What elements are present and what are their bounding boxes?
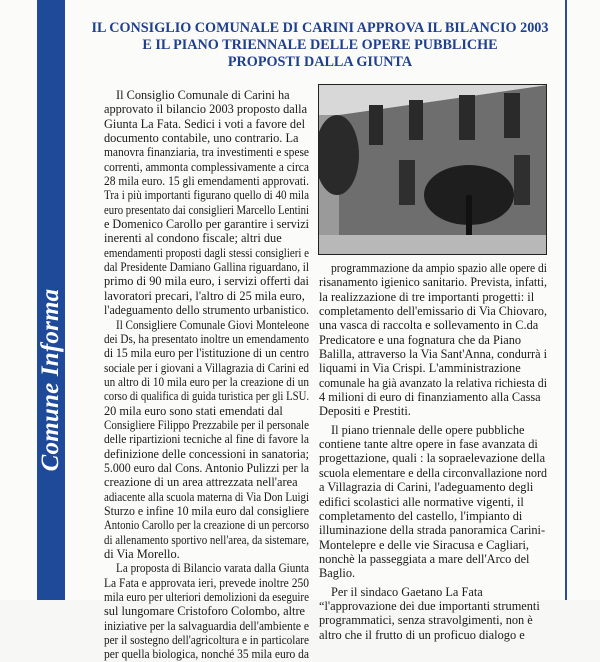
text-line: sul lungomare Cristoforo Colombo, altre	[104, 604, 306, 619]
text-line: delle ripartizioni tecniche al fine di favore la	[104, 432, 309, 447]
text-line: inerenti al condono fiscale; altri due	[104, 231, 282, 246]
text-line: sociale per i giovani a Villagrazia di Carini ed	[104, 360, 309, 375]
text-line: documento contabile, uno contrario. La	[104, 131, 299, 146]
text-line: scuola elementare e della circonvallazione nord	[319, 465, 547, 480]
text-line: correnti, ammonta complessivamente a circa	[104, 159, 309, 174]
text-line: 4 milioni di euro di finanziamento alla Cassa	[319, 390, 541, 405]
text-line: l'adeguamento dello strumento urbanistico.	[104, 303, 309, 318]
paragraph	[319, 585, 548, 642]
text-line: mila euro per ulteriori demolizioni da eseguire	[104, 590, 309, 605]
text-line: Antonio Carollo per la creazione di un percorso	[104, 518, 309, 533]
text-line: Depositi e Prestiti.	[319, 404, 411, 419]
text-line: per quella biologica, nonché 35 mila euro da	[104, 647, 309, 662]
text-line: una vasca di raccolta e sollevamento in C.da	[319, 318, 539, 333]
text-line: un altro di 10 mila euro per la creazione di un	[104, 374, 309, 389]
text-line: La proposta di Bilancio varata dalla Giunta	[116, 561, 309, 576]
text-line: 28 mila euro. 15 gli emendamenti approvati.	[104, 174, 309, 189]
text-line: “l'approvazione dei due importanti strumenti	[319, 598, 540, 613]
text-line: adiacente alla scuola materna di Via Don Luigi	[104, 489, 309, 504]
text-line: contiene tante altre opere in fase avanzata di	[319, 437, 538, 452]
text-line: primo di 90 mila euro, i servizi offerti dai	[104, 274, 309, 289]
text-line: La Fata e approvata ieri, prevede inoltre 250	[104, 575, 309, 590]
text-line: Il piano triennale delle opere pubbliche	[331, 422, 525, 437]
text-line: Per il sindaco Gaetano La Fata	[331, 584, 483, 599]
text-line: approvato il bilancio 2003 proposto dalla	[104, 102, 308, 117]
text-line: Tra i più importanti figurano quello di 40 mila	[104, 188, 309, 203]
text-line: corso di qualifica di guida turistica per gli LSU.	[104, 389, 309, 404]
text-line: di 15 mila euro per l'istituzione di un centro	[104, 346, 309, 361]
text-line: 20 mila euro sono stati emendati dal	[104, 403, 283, 418]
text-line: Il Consiglio Comunale di Carini ha	[116, 88, 290, 102]
text-line: Il Consigliere Comunale Giovi Monteleone	[116, 317, 309, 332]
text-line: dei Ds, ha presentato inoltre un emendamento	[104, 331, 309, 346]
right-border-line	[565, 0, 567, 600]
text-line: creazione di un area attrezzata nell'area	[104, 475, 298, 490]
text-line: Giunta La Fata. Sedici i voti a favore del	[104, 116, 306, 131]
section-label: Comune Informa	[37, 288, 64, 472]
text-line: risanamento igienico sanitario. Prevista, infatti,	[319, 275, 547, 290]
text-line: lavoratori precari, l'altro di 25 mila euro,	[104, 288, 305, 303]
paragraph	[319, 423, 548, 581]
text-line: completamento dell'emissario di Via Chiovaro,	[319, 304, 547, 319]
text-line: Baglio.	[319, 566, 356, 581]
text-line: di Via Morello.	[104, 547, 180, 561]
text-line: iniziative per la salvaguardia dell'ambiente e	[104, 618, 309, 633]
town-hall-photo	[318, 84, 547, 255]
text-line: altro che il frutto di un proficuo dialogo e	[319, 627, 525, 642]
text-line: per il sostegno dell'agricoltura e in particolare	[104, 633, 309, 648]
text-line: comunale ha già avanzato la relativa richiesta di	[319, 375, 547, 390]
paragraph	[104, 88, 310, 318]
text-line: completamento del castello, l'impianto di	[319, 508, 523, 523]
text-line: dal Presidente Damiano Gallina riguardano, il	[104, 260, 309, 275]
text-line: illuminazione della strada panoramica Carini-	[319, 523, 546, 538]
title-line: PROPOSTI DALLA GIUNTA	[227, 54, 413, 70]
text-line: manovra finanziaria, tra investimenti e spese	[104, 145, 309, 160]
text-line: emendamenti proposti dagli stessi consiglieri e	[104, 245, 309, 260]
article-column-right	[319, 261, 548, 642]
text-line: Balilla, attraverso la Via Sant'Anna, condurrà i	[319, 347, 547, 362]
paragraph	[104, 318, 310, 562]
text-line: Montelepre e delle vie Siracusa e Cagliari,	[319, 537, 529, 552]
text-line: nonchè la passeggiata a mare dell'Arco del	[319, 551, 530, 566]
text-line: di allenamento sportivo nell'area, da sistemare,	[104, 532, 309, 547]
title-line: IL CONSIGLIO COMUNALE DI CARINI APPROVA IL BILANCIO 2003	[91, 20, 549, 36]
paragraph	[319, 261, 548, 419]
text-line: edifici scolastici alle normative vigenti, il	[319, 494, 524, 509]
text-line: Predicatore e una fognatura che da Piano	[319, 332, 522, 347]
text-line: 5.000 euro dal Cons. Antonio Pulizzi per la	[104, 460, 309, 475]
paragraph	[104, 561, 310, 661]
title-line: E IL PIANO TRIENNALE DELLE OPERE PUBBLICHE	[142, 37, 498, 53]
text-line: liquami in Via Crispi. L'amministrazione	[319, 361, 521, 376]
building-photo-image	[319, 85, 547, 255]
text-line: Sturzo e infine 10 mila euro dal consigliere	[104, 503, 309, 518]
text-line: Consigliere Filippo Prezzabile per il personale	[104, 417, 309, 432]
text-line: a Villagrazia di Carini, l'adeguamento degli	[319, 480, 534, 495]
text-line: progettazione, quali : la sopraelevazione della	[319, 451, 546, 466]
text-line: euro presentato dai consiglieri Marcello Lentini	[104, 202, 309, 217]
article-column-left	[104, 88, 310, 662]
text-line: e Domenico Carollo per garantire i servizi	[104, 217, 309, 232]
text-line: programmatici, senza stravolgimenti, non è	[319, 613, 533, 628]
article-title	[85, 20, 555, 71]
text-line: programmazione da ampio spazio alle opere di	[331, 261, 547, 275]
text-line: definizione delle concessioni in sanatoria;	[104, 446, 309, 461]
text-line: la realizzazione di tre importanti progetti: il	[319, 289, 535, 304]
